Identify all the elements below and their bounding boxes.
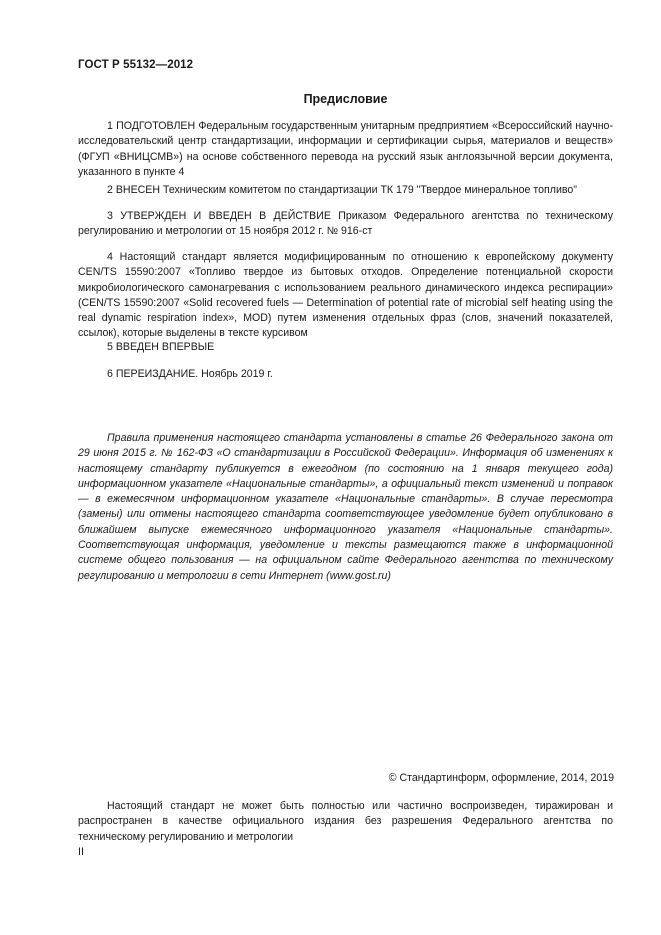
item-lead: ПЕРЕИЗДАНИЕ. (115, 368, 199, 380)
item-text: Настоящий стандарт является модифицированным по отношению к европейскому документу CEN/TS 15590:2007 «Топливо твердое из бытовых отходов. Определение потенциальной скорости микробиологического самонагревания с использованием реального динамического индекса респирации» (CEN/TS 15590:2007 «Solid recovered fuels — Determination of potential rate of microbial self heating using the real dynamic respiration index», MOD) путем изменения отдельных фраз (слов, значений показателей, ссылок), которые выделены в тексте курсивом (78, 251, 613, 340)
item-number: 6 (107, 368, 113, 380)
item-lead: ВВЕДЕН ВПЕРВЫЕ (115, 341, 215, 353)
item-lead: УТВЕРЖДЕН И ВВЕДЕН В ДЕЙСТВИЕ (120, 210, 331, 222)
reproduction-notice: Настоящий стандарт не может быть полностью или частично воспроизведен, тиражирован и распространен в качестве официального издания без разрешения Федерального агентства по техническому регулированию и метрологии (78, 800, 613, 843)
item-number: 1 (107, 120, 113, 132)
item-number: 4 (107, 251, 113, 263)
item-number: 3 (107, 210, 113, 222)
foreword-item-1 (78, 119, 613, 180)
page-number: II (78, 846, 84, 858)
item-text: Федеральным государственным унитарным предприятием «Всероссийский научно-исследовательский центр стандартизации, информации и сертификации сырья, материалов и веществ» (ФГУП «ВНИЦСМВ») на основе собственного перевода на русский язык англоязычной версии документа, указанного в пункте 4 (78, 120, 613, 178)
copyright-line: © Стандартинформ, оформление, 2014, 2019 (388, 772, 614, 784)
foreword-item-2 (78, 183, 613, 198)
item-text: Приказом Федерального агентства по техническому регулированию и метрологии от 15 ноября 2012 г. № 916-ст (78, 210, 613, 238)
item-text: Ноябрь 2019 г. (201, 368, 273, 380)
foreword-item-4 (78, 250, 613, 342)
item-number: 2 (107, 184, 113, 196)
document-code: ГОСТ Р 55132—2012 (78, 59, 194, 71)
foreword-item-3 (78, 209, 613, 240)
item-number: 5 (107, 341, 113, 353)
foreword-item-5 (78, 340, 613, 355)
item-text: Техническим комитетом по стандартизации ТК 179 "Твердое минеральное топливо" (162, 184, 578, 196)
page-title: Предисловие (303, 92, 388, 106)
foreword-item-6 (78, 367, 613, 382)
item-lead: ПОДГОТОВЛЕН (116, 120, 196, 132)
application-rules-notice: Правила применения настоящего стандарта установлены в статье 26 Федерального закона от 29 июня 2015 г. № 162-ФЗ «О стандартизации в Российской Федерации». Информация об изменениях к настоящему стандарту публикуется в ежегодном (по состоянию на 1 января текущего года) информационном указателе «Национальные стандарты», а официальный текст изменений и поправок — в ежемесячном информационном указателе «Национальные стандарты». В случае пересмотра (замены) или отмены настоящего стандарта соответствующее уведомление будет опубликовано в ближайшем выпуске ежемесячного информационного указателя «Национальные стандарты». Соответствующая информация, уведомление и тексты размещаются также в информационной системе общего пользования — на официальном сайте Федерального агентства по техническому регулированию и метрологии в сети Интернет (www.gost.ru) (78, 432, 613, 582)
item-lead: ВНЕСЕН (115, 184, 161, 196)
